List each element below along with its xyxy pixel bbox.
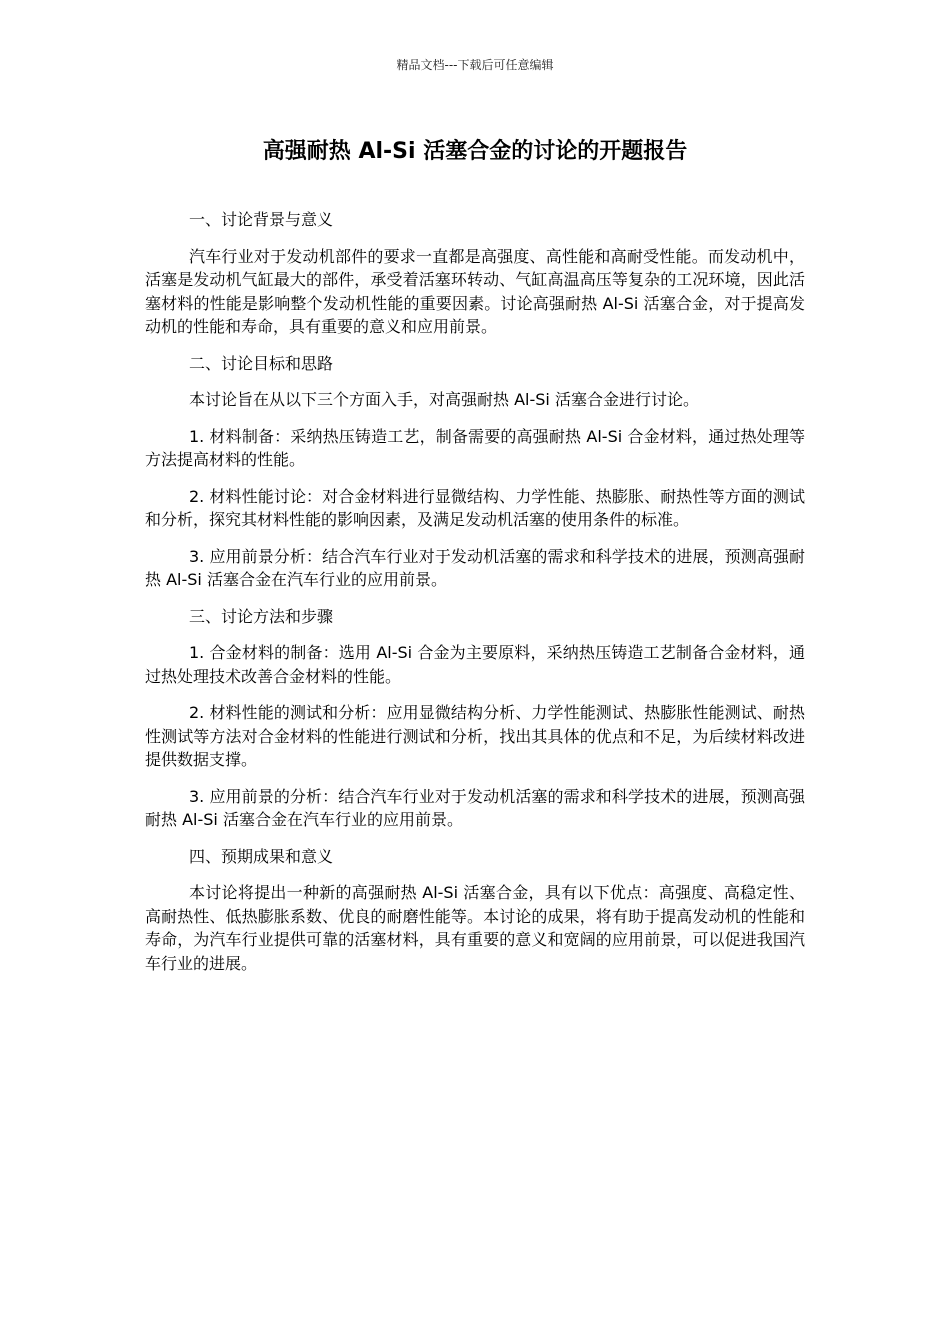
list-item-method-1: 1. 合金材料的制备：选用 Al-Si 合金为主要原料，采纳热压铸造工艺制备合金材料，通过热处理技术改善合金材料的性能。 bbox=[145, 643, 805, 686]
document-body bbox=[145, 208, 805, 988]
paragraph-background: 汽车行业对于发动机部件的要求一直都是高强度、高性能和高耐受性能。而发动机中，活塞是发动机气缸最大的部件，承受着活塞环转动、气缸高温高压等复杂的工况环境，因此活塞材料的性能是影响整个发动机性能的重要因素。讨论高强耐热 Al-Si 活塞合金，对于提高发动机的性能和寿命，具有重要的意义和应用前景。 bbox=[145, 246, 805, 336]
section-heading-methods: 三、讨论方法和步骤 bbox=[189, 606, 334, 626]
list-item-goal-1: 1. 材料制备：采纳热压铸造工艺，制备需要的高强耐热 Al-Si 合金材料，通过热处理等方法提高材料的性能。 bbox=[145, 426, 805, 469]
list-item-goal-2: 2. 材料性能讨论：对合金材料进行显微结构、力学性能、热膨胀、耐热性等方面的测试和分析，探究其材料性能的影响因素，及满足发动机活塞的使用条件的标准。 bbox=[145, 486, 805, 529]
section-heading-background: 一、讨论背景与意义 bbox=[189, 210, 334, 229]
paragraph-outcomes: 本讨论将提出一种新的高强耐热 Al-Si 活塞合金，具有以下优点：高强度、高稳定性、高耐热性、低热膨胀系数、优良的耐磨性能等。本讨论的成果，将有助于提高发动机的性能和寿命，为汽车行业提供可靠的活塞材料，具有重要的意义和宽阔的应用前景，可以促进我国汽车行业的进展。 bbox=[145, 883, 805, 973]
paragraph-goals-intro: 本讨论旨在从以下三个方面入手，对高强耐热 Al-Si 活塞合金进行讨论。 bbox=[189, 390, 699, 409]
page-header: 精品文档---下载后可任意编辑 bbox=[396, 58, 554, 72]
list-item-goal-3: 3. 应用前景分析：结合汽车行业对于发动机活塞的需求和科学技术的进展，预测高强耐热 Al-Si 活塞合金在汽车行业的应用前景。 bbox=[145, 546, 805, 589]
document-title: 高强耐热 Al-Si 活塞合金的讨论的开题报告 bbox=[262, 139, 688, 164]
list-item-method-3: 3. 应用前景的分析：结合汽车行业对于发动机活塞的需求和科学技术的进展，预测高强耐热 Al-Si 活塞合金在汽车行业的应用前景。 bbox=[145, 786, 805, 829]
section-heading-goals: 二、讨论目标和思路 bbox=[189, 353, 334, 373]
list-item-method-2: 2. 材料性能的测试和分析：应用显微结构分析、力学性能测试、热膨胀性能测试、耐热性测试等方法对合金材料的性能进行测试和分析，找出其具体的优点和不足，为后续材料改进提供数据支撑。 bbox=[145, 703, 805, 769]
section-heading-outcomes: 四、预期成果和意义 bbox=[189, 846, 334, 866]
